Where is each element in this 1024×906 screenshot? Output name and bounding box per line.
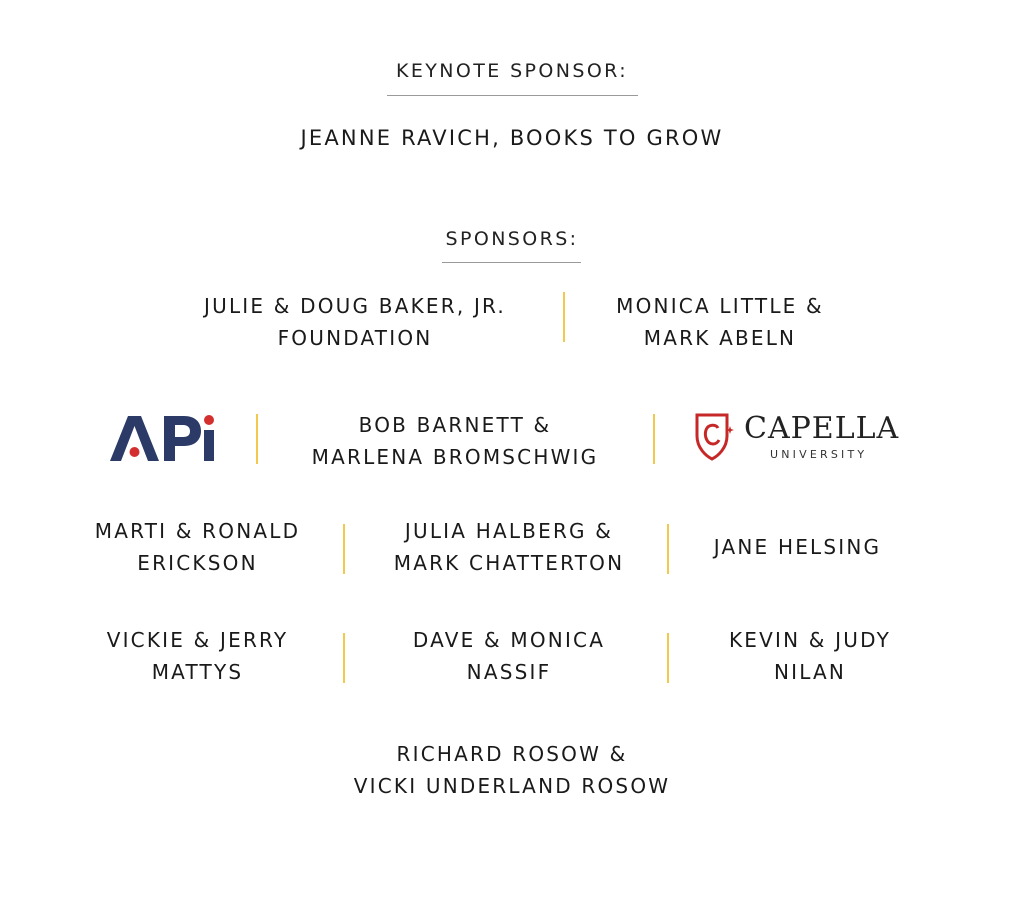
capella-wordmark: CAPELLA [744,411,900,446]
sponsor-line: MATTYS [151,660,244,684]
sponsors-heading-underline [442,262,581,263]
sponsor-line: NILAN [773,660,847,684]
sponsor-line: JULIE & DOUG BAKER, JR. [204,294,506,318]
api-logo [110,414,216,464]
keynote-sponsor-name: JEANNE RAVICH, BOOKS TO GROW [300,126,724,150]
sponsor-halberg-chatterton [360,515,658,579]
sponsor-line: JULIA HALBERG & [404,519,614,543]
sponsor-helsing [680,531,915,563]
capella-shield-icon [694,412,734,462]
sponsor-line: NASSIF [466,660,552,684]
sponsor-barnett-bromschwig [280,409,630,473]
divider [256,414,258,464]
sponsor-line: FOUNDATION [277,326,433,350]
sponsor-line: MARK ABELN [643,326,797,350]
sponsor-line: VICKIE & JERRY [106,628,289,652]
sponsor-mattys [60,624,335,688]
sponsor-nassif [360,624,658,688]
sponsor-line: VICKI UNDERLAND ROSOW [353,774,671,798]
sponsor-line: RICHARD ROSOW & [396,742,628,766]
sponsor-line: KEVIN & JUDY [728,628,892,652]
divider [563,292,565,342]
sponsor-line: DAVE & MONICA [412,628,606,652]
capella-subtitle: UNIVERSITY [770,448,868,461]
sponsors-heading: SPONSORS: [445,228,579,250]
keynote-heading: KEYNOTE SPONSOR: [395,60,628,82]
divider [653,414,655,464]
sponsor-line: MARTI & RONALD [94,519,301,543]
sponsor-baker-foundation [160,290,550,354]
keynote-heading-underline [387,95,638,96]
sponsor-line: MARLENA BROMSCHWIG [311,445,599,469]
divider [667,633,669,683]
sponsor-erickson [60,515,335,579]
sponsor-nilan [690,624,930,688]
divider [667,524,669,574]
sponsor-line: JANE HELSING [713,535,882,559]
sponsor-line: MONICA LITTLE & [616,294,824,318]
sponsor-line: ERICKSON [137,551,258,575]
sponsor-rosow [0,738,1024,802]
sponsor-line: MARK CHATTERTON [393,551,625,575]
sponsor-line: BOB BARNETT & [358,413,552,437]
sponsor-little-abeln [585,290,855,354]
divider [343,524,345,574]
divider [343,633,345,683]
capella-university-logo [694,412,914,464]
